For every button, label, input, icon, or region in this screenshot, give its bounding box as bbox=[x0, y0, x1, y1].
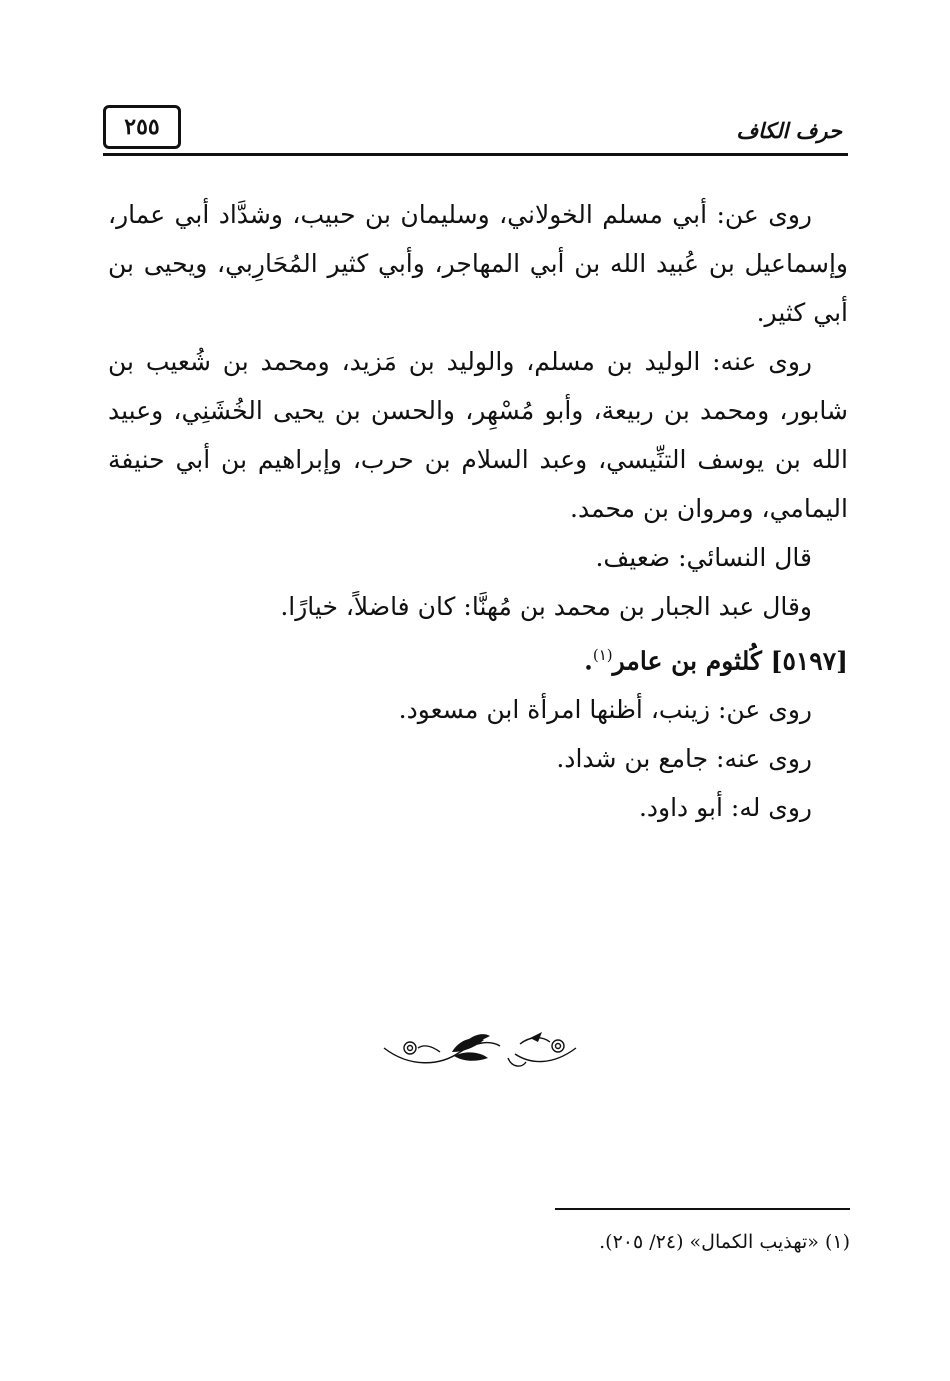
paragraph-narrated-by: روى عنه: الوليد بن مسلم، والوليد بن مَزيد، ومحمد بن شُعيب بن شابور، ومحمد بن ربيعة، وأبو مُسْهِر، والحسن بن يحيى الخُشَنِي، وعبيد الله بن يوسف التنِّيسي، وعبد السلام بن حرب، وإبراهيم بن أبي حنيفة اليمامي، ومروان بن محمد. bbox=[108, 347, 848, 523]
entry-heading bbox=[108, 631, 848, 685]
entry-number: [٥١٩٧] bbox=[770, 646, 848, 676]
paragraph-nasai-quote: قال النسائي: ضعيف. bbox=[595, 543, 812, 572]
footnote-1: (١) «تهذيب الكمال» (٢٤/ ٢٠٥). bbox=[599, 1231, 850, 1253]
paragraph-entry-narrated-by: روى عنه: جامع بن شداد. bbox=[556, 744, 812, 774]
footnote-rule bbox=[555, 1208, 850, 1210]
body-text bbox=[108, 190, 848, 832]
header-rule bbox=[103, 153, 848, 156]
running-head: حرف الكاف bbox=[736, 118, 842, 143]
floral-divider-icon bbox=[380, 1022, 580, 1074]
footnote-marker: (١) bbox=[592, 646, 613, 664]
page-number-box bbox=[103, 105, 181, 149]
paragraph-abd-al-jabbar-quote: وقال عبد الجبار بن محمد بن مُهنَّا: كان فاضلاً، خيارًا. bbox=[280, 592, 812, 621]
entry-name: كُلثوم بن عامر bbox=[612, 646, 762, 676]
entry-period: . bbox=[584, 646, 593, 676]
paragraph-entry-reported-by: روى له: أبو داود. bbox=[638, 793, 812, 823]
paragraph-narrated-from: روى عن: أبي مسلم الخولاني، وسليمان بن حبيب، وشدَّاد أبي عمار، وإسماعيل بن عُبيد الله بن أبي المهاجر، وأبي كثير المُحَارِبي، ويحيى بن أبي كثير. bbox=[108, 200, 848, 327]
paragraph-entry-narrated-from: روى عن: زينب، أظنها امرأة ابن مسعود. bbox=[398, 695, 812, 725]
page-number: ٢٥٥ bbox=[124, 114, 160, 140]
